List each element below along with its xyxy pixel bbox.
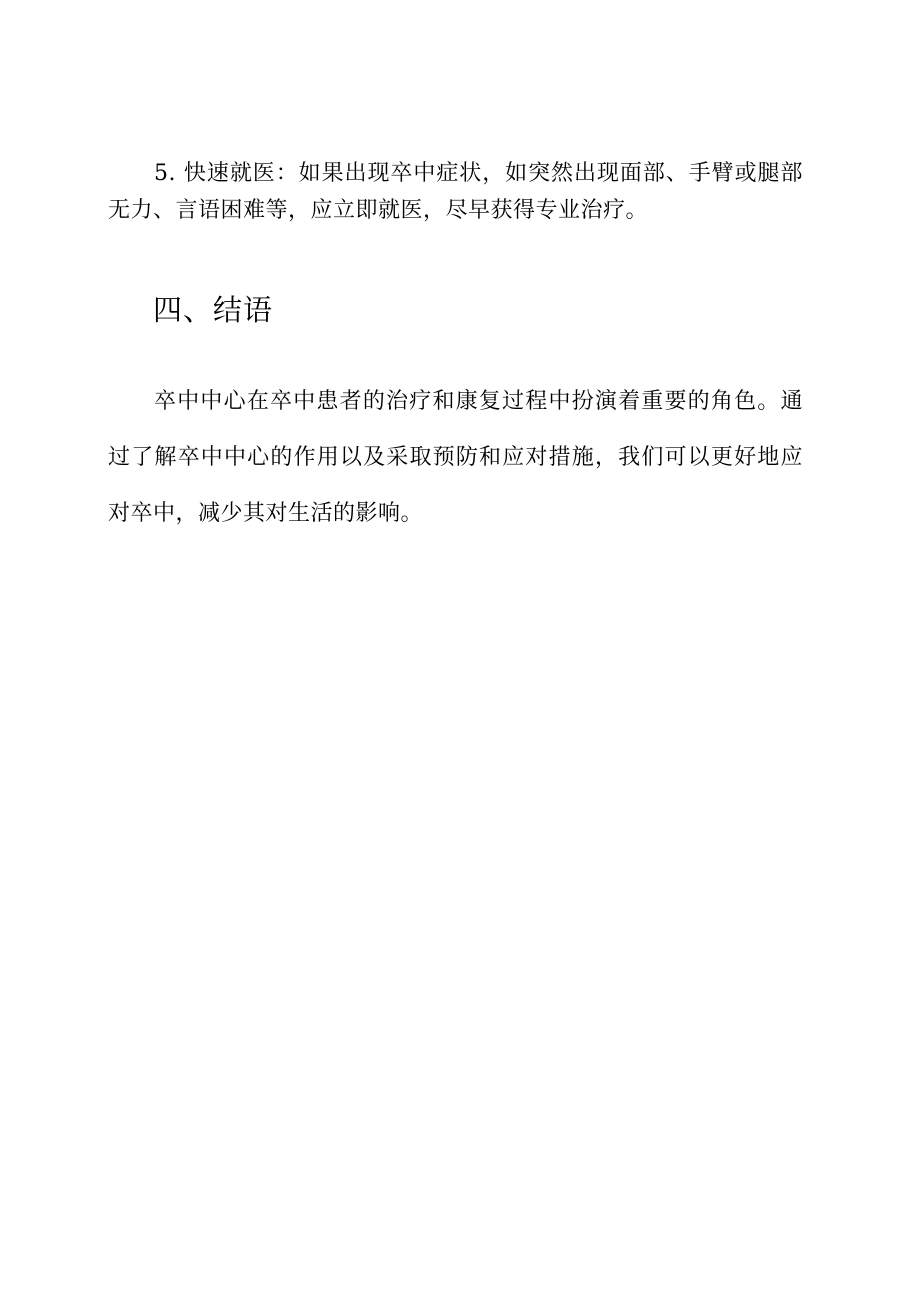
section-heading-conclusion: 四、结语 — [153, 293, 274, 327]
conclusion-paragraph: 卒中中心在卒中患者的治疗和康复过程中扮演着重要的角色。通过了解卒中中心的作用以及采取预防和应对措施，我们可以更好地应对卒中，减少其对生活的影响。 — [108, 389, 803, 526]
list-item-5-paragraph: 5. 快速就医：如果出现卒中症状，如突然出现面部、手臂或腿部无力、言语困难等，应立即就医，尽早获得专业治疗。 — [108, 161, 803, 223]
